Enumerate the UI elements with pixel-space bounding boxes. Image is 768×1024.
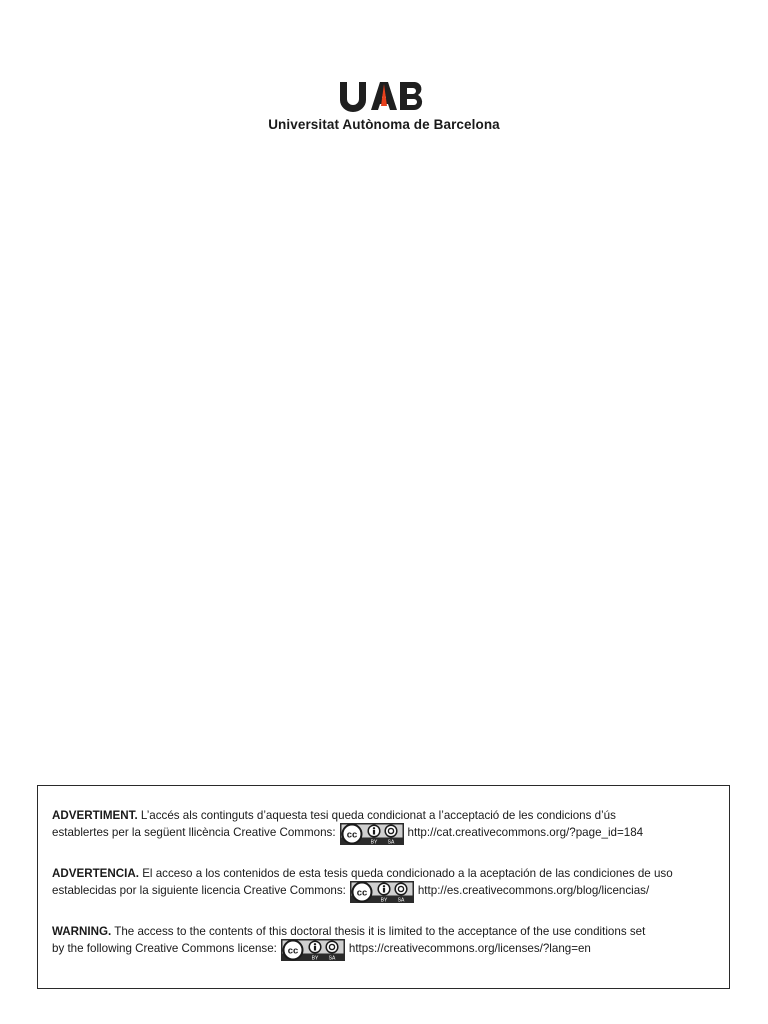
notice-text: establecidas por la siguiente licencia Creative Commons:	[52, 884, 346, 898]
svg-text:cc: cc	[287, 945, 299, 957]
university-name: Universitat Autònoma de Barcelona	[268, 117, 500, 132]
license-url-link[interactable]: http://cat.creativecommons.org/?page_id=184	[407, 826, 644, 840]
license-notice-box	[37, 785, 730, 989]
cc-by-sa-icon[interactable]	[281, 939, 345, 961]
svg-text:SA: SA	[397, 897, 405, 903]
notice-text: establertes per la següent llicència Creative Commons:	[52, 826, 336, 840]
svg-text:cc: cc	[346, 829, 357, 841]
svg-text:cc: cc	[356, 887, 368, 899]
notice-text-line2	[52, 881, 716, 901]
notice-text-line2	[52, 939, 716, 959]
notice-catalan	[52, 808, 716, 843]
svg-text:BY: BY	[380, 897, 388, 903]
notice-heading: WARNING.	[52, 925, 112, 938]
notice-heading: ADVERTIMENT.	[52, 809, 138, 822]
notice-heading: ADVERTENCIA.	[52, 867, 139, 880]
svg-text:SA: SA	[328, 955, 336, 961]
svg-text:BY: BY	[370, 839, 377, 845]
notice-text-line2	[52, 823, 716, 843]
notice-text: El acceso a los contenidos de esta tesis queda condicionado a la aceptación de las condiciones de uso	[142, 867, 673, 880]
svg-text:SA: SA	[387, 839, 394, 845]
license-url-link[interactable]: http://es.creativecommons.org/blog/licencias/	[417, 884, 650, 898]
notice-spanish	[52, 866, 716, 901]
cc-by-sa-icon[interactable]	[340, 823, 404, 845]
notice-text: by the following Creative Commons license:	[52, 942, 277, 956]
notice-english	[52, 924, 716, 959]
notice-text: The access to the contents of this doctoral thesis it is limited to the acceptance of the use conditions set	[114, 925, 646, 938]
university-logo	[0, 72, 768, 142]
svg-text:BY: BY	[311, 955, 319, 961]
cc-by-sa-icon[interactable]	[350, 881, 414, 903]
license-url-link[interactable]: https://creativecommons.org/licenses/?lang=en	[348, 942, 591, 956]
notice-text: L’accés als continguts d’aquesta tesi queda condicionat a l’acceptació de les condicions d’ús	[140, 809, 616, 822]
uab-logo-mark	[338, 80, 432, 112]
